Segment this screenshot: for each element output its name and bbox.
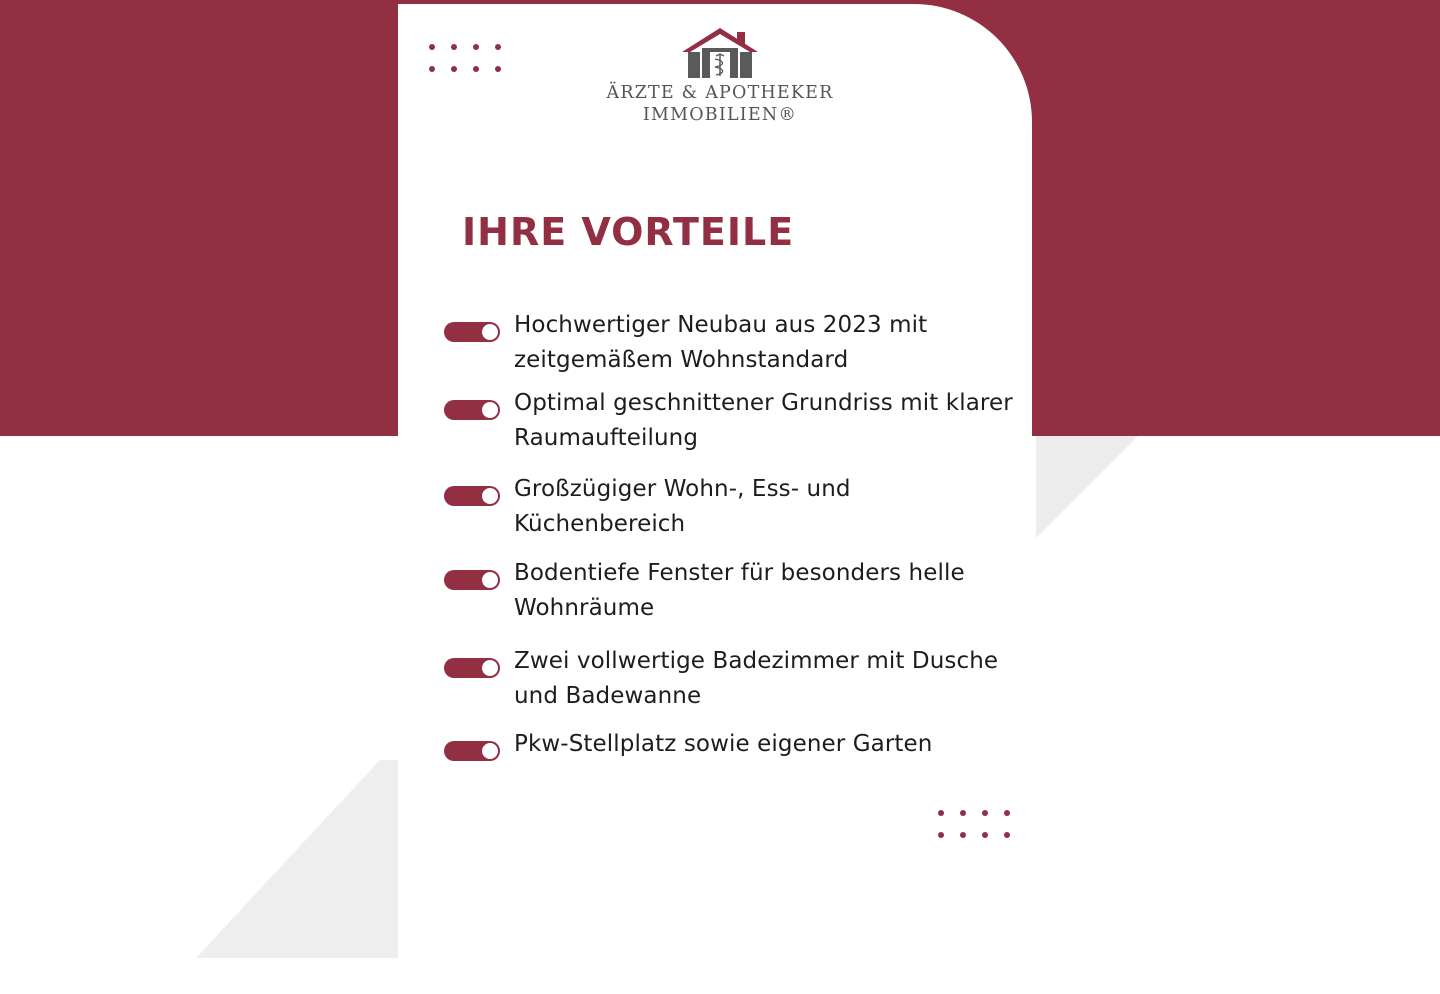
brand-name-line1: ÄRZTE & APOTHEKER [606,83,834,103]
house-with-caduceus-icon [680,26,760,80]
benefit-text: Großzügiger Wohn-, Ess- und Küchenbereich [514,476,851,537]
decorative-dots-top-left [429,44,501,72]
toggle-switch-icon [444,741,500,761]
benefit-text: Hochwertiger Neubau aus 2023 mit zeitgemäßem Wohnstandard [514,312,928,373]
benefit-text: Pkw-Stellplatz sowie eigener Garten [514,731,933,757]
toggle-switch-icon [444,570,500,590]
brand-logo [600,26,840,126]
benefit-text: Bodentiefe Fenster für besonders helle Wohnräume [514,560,965,621]
benefit-text: Optimal geschnittener Grundriss mit klarer Raumaufteilung [514,390,1013,451]
brand-name-line2: IMMOBILIEN® [642,105,798,125]
benefit-text: Zwei vollwertige Badezimmer mit Dusche und Badewanne [514,648,999,709]
page-title: IHRE VORTEILE [462,210,795,254]
toggle-switch-icon [444,486,500,506]
toggle-switch-icon [444,400,500,420]
toggle-switch-icon [444,658,500,678]
toggle-switch-icon [444,322,500,342]
decorative-dots-bottom-right [938,810,1010,838]
